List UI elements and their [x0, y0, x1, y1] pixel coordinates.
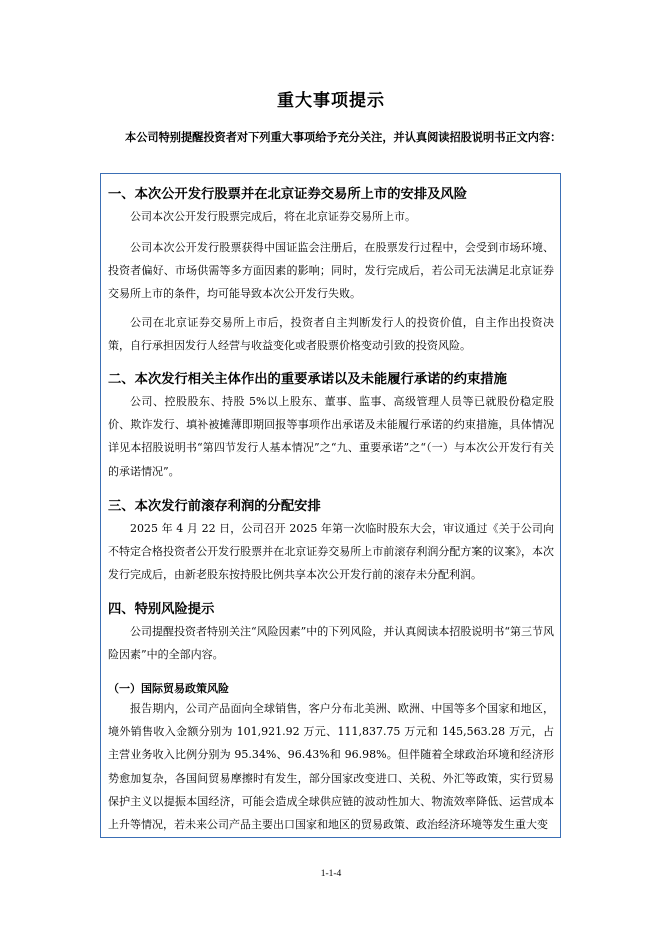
subsection-paragraph: 报告期内，公司产品面向全球销售，客户分布北美洲、欧洲、中国等多个国家和地区，境外销售收入金额分别为 101,921.92 万元、111,837.75 万元和 145,563.28 万元，占主营业务收入比例分别为 95.34%、96.43%和 96.98%。但伴随着全球政治环境和经济形势愈加复杂，各国间贸易摩擦时有发生，部分国家改变进口、关税、外汇等政策，实行贸易保护主义以提振本国经济，可能会造成全球供应链的波动性加大、物流效率降低、运营成本上升等情况，若未来公司产品主要出口国家和地区的贸易政策、政治经济环境等发生重大变	[108, 702, 554, 832]
section-3-heading: 三、本次发行前滚存利润的分配安排	[108, 499, 321, 514]
section-3-paragraph-1: 2025 年 4 月 22 日，公司召开 2025 年第一次临时股东大会，审议通过《关于公司向不特定合格投资者公开发行股票并在北京证券交易所上市前滚存利润分配方案的议案》，本次发行完成后，由新老股东按持股比例共享本次公开发行前的滚存未分配利润。	[108, 522, 554, 582]
section-4-paragraph-1: 公司提醒投资者特别关注“风险因素”中的下列风险，并认真阅读本招股说明书“第三节风险因素”中的全部内容。	[108, 625, 554, 662]
intro-statement: 本公司特别提醒投资者对下列重大事项给予充分关注，并认真阅读招股说明书正文内容：	[125, 131, 562, 144]
subsection-heading: （一）国际贸易政策风险	[108, 682, 229, 695]
section-4-heading: 四、特别风险提示	[108, 602, 215, 617]
section-1-paragraph-2: 公司本次公开发行股票获得中国证监会注册后，在股票发行过程中，会受到市场环境、投资者偏好、市场供需等多方面因素的影响；同时，发行完成后，若公司无法满足北京证券交易所上市的条件，均可能导致本次公开发行失败。	[108, 241, 554, 301]
page-number: 1-1-4	[320, 869, 342, 879]
section-1-heading: 一、本次公开发行股票并在北京证券交易所上市的安排及风险	[108, 187, 468, 202]
section-1-paragraph-3: 公司在北京证券交易所上市后，投资者自主判断发行人的投资价值，自主作出投资决策，自行承担因发行人经营与收益变化或者股票价格变动引致的投资风险。	[108, 316, 554, 353]
section-1-paragraph-1: 公司本次公开发行股票完成后，将在北京证券交易所上市。	[130, 210, 416, 223]
page-title: 重大事项提示	[277, 91, 385, 111]
section-2-heading: 二、本次发行相关主体作出的重要承诺以及未能履行承诺的约束措施	[108, 372, 507, 387]
section-2-paragraph-1: 公司、控股股东、持股 5%以上股东、董事、监事、高级管理人员等已就股份稳定股价、欺诈发行、填补被摊薄即期回报等事项作出承诺及未能履行承诺的约束措施，具体情况详见本招股说明书“第四节发行人基本情况”之“九、重要承诺”之“（一）与本次公开发行有关的承诺情况”。	[108, 395, 554, 478]
